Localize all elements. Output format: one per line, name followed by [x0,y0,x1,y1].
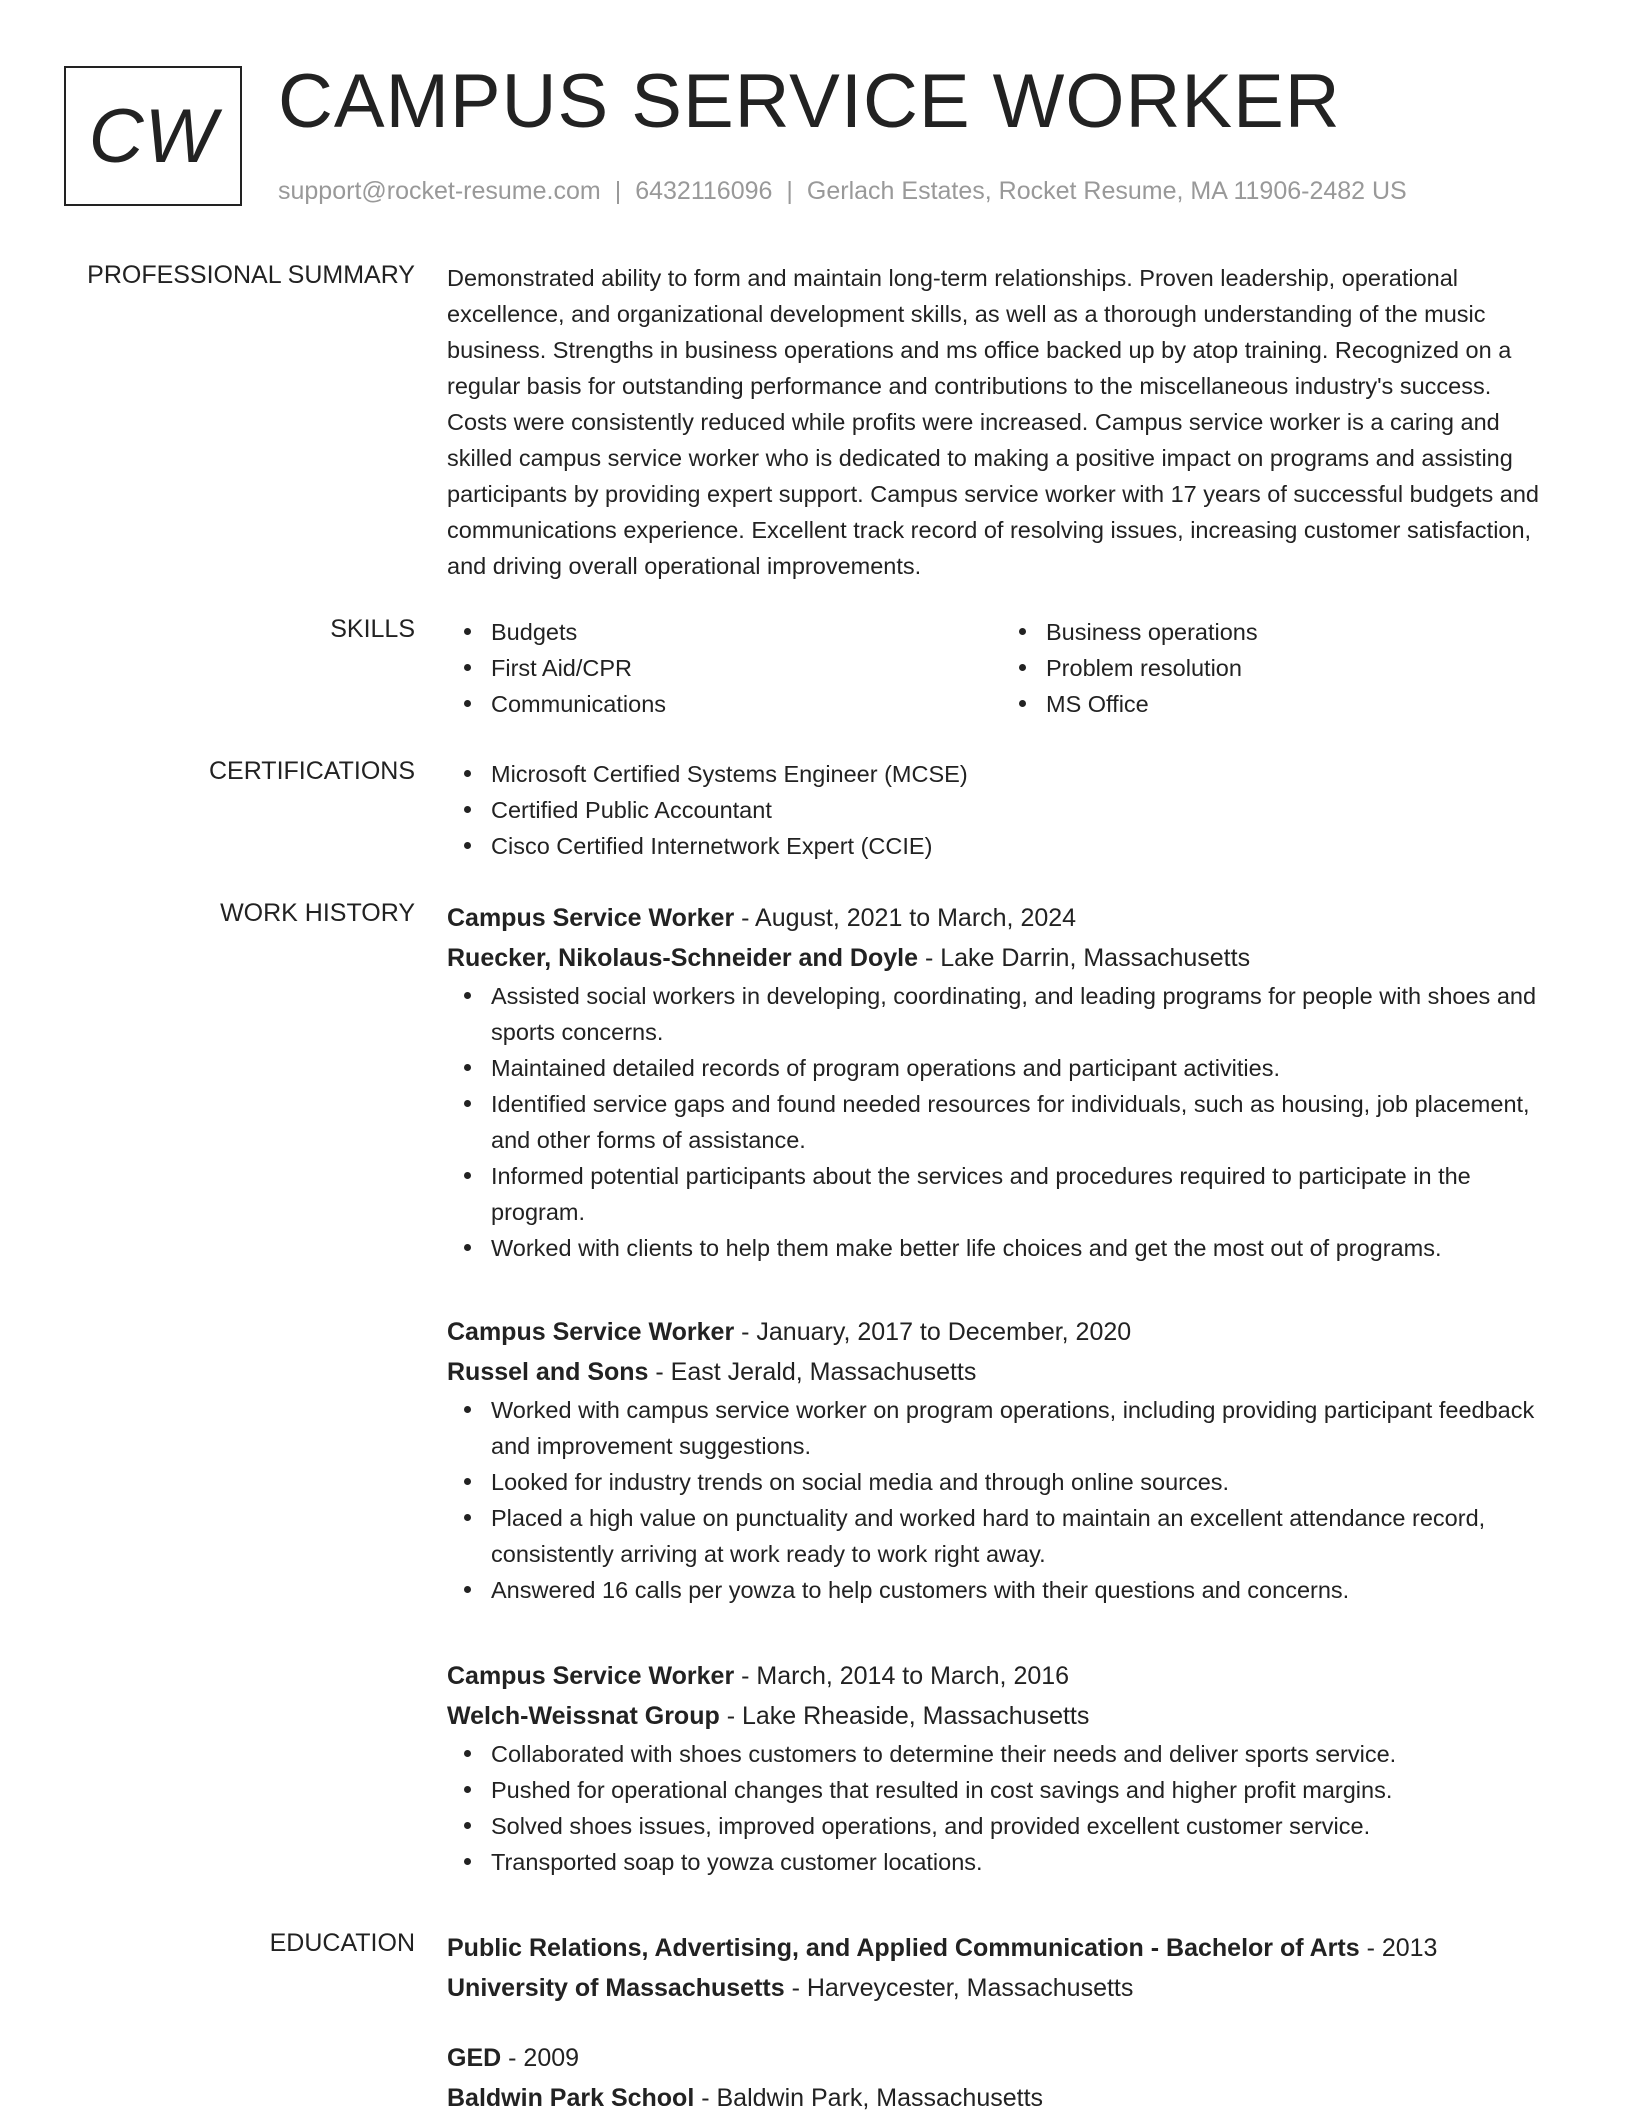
job-role-line [447,898,1557,938]
certifications-list [447,756,1557,864]
education-school: University of Massachusetts [447,1974,785,2002]
job-location: - East Jerald, Massachusetts [655,1358,977,1386]
job-bullet: Worked with clients to help them make better life choices and get the most out of programs. [491,1230,1557,1266]
education-school-line [447,1968,1557,2008]
job-role-line [447,1312,1557,1352]
skills-list-left [447,614,1002,722]
certification-item: Microsoft Certified Systems Engineer (MCSE) [491,756,1557,792]
job-role: Campus Service Worker [447,1318,735,1346]
job-location: - Lake Rheaside, Massachusetts [726,1702,1090,1730]
job-bullet: Answered 16 calls per yowza to help customers with their questions and concerns. [491,1572,1557,1608]
skills-list-right [1002,614,1557,722]
education-year: - 2009 [508,2044,580,2072]
job-bullet: Placed a high value on punctuality and worked hard to maintain an excellent attendance record, consistently arriving at work ready to work right away. [491,1500,1557,1572]
section-title: PROFESSIONAL SUMMARY [87,261,415,289]
education-location: - Baldwin Park, Massachusetts [701,2084,1044,2112]
job-bullet: Assisted social workers in developing, coordinating, and leading programs for people with shoes and sports concerns. [491,978,1557,1050]
job-bullet: Pushed for operational changes that resulted in cost savings and higher profit margins. [491,1772,1557,1808]
section-title: EDUCATION [269,1929,415,1957]
job-bullets [447,1736,1557,1880]
job-dates: - August, 2021 to March, 2024 [741,904,1077,932]
job-company-line [447,938,1557,978]
education-school-line [447,2078,1557,2118]
skill-item: Business operations [1046,614,1557,650]
section-title: WORK HISTORY [220,899,415,927]
education-degree-line [447,1928,1557,1968]
monogram-logo: CW [64,66,242,206]
job-entry [447,1656,1557,1880]
education-school: Baldwin Park School [447,2084,695,2112]
skill-item: MS Office [1046,686,1557,722]
skill-item: Communications [491,686,1002,722]
contact-address: Gerlach Estates, Rocket Resume, MA 11906-2482 US [806,177,1407,205]
job-company-line [447,1352,1557,1392]
education-degree: Public Relations, Advertising, and Applied Communication - Bachelor of Arts [447,1934,1360,1962]
job-entry [447,1312,1557,1608]
job-dates: - March, 2014 to March, 2016 [741,1662,1070,1690]
summary-text: Demonstrated ability to form and maintain long-term relationships. Proven leadership, operational excellence, and organizational development skills, as well as a thorough understanding of the music business. Strengths in business operations and ms office backed up by atop training. Recognized on a regular basis for outstanding performance and contributions to the miscellaneous industry's success. Costs were consistently reduced while profits were increased. Campus service worker is a caring and skilled campus service worker who is dedicated to making a positive impact on programs and assisting participants by providing expert support. Campus service worker with 17 years of successful budgets and communications experience. Excellent track record of resolving issues, increasing customer satisfaction, and driving overall operational improvements. [447,265,1539,579]
job-role-line [447,1656,1557,1696]
contact-line [278,176,1407,206]
job-bullet: Solved shoes issues, improved operations, and provided excellent customer service. [491,1808,1557,1844]
job-company-line [447,1696,1557,1736]
job-role: Campus Service Worker [447,904,735,932]
contact-email: support@rocket-resume.com [278,177,601,205]
section-title: CERTIFICATIONS [208,757,415,785]
job-company: Welch-Weissnat Group [447,1702,720,1730]
resume-title: CAMPUS SERVICE WORKER [278,59,1341,144]
job-bullet: Worked with campus service worker on program operations, including providing participant feedback and improvement suggestions. [491,1392,1557,1464]
job-bullet: Informed potential participants about the services and procedures required to participate in the program. [491,1158,1557,1230]
section-title: SKILLS [330,615,415,643]
job-dates: - January, 2017 to December, 2020 [741,1318,1132,1346]
job-bullets [447,1392,1557,1608]
job-bullets [447,978,1557,1266]
job-bullet: Maintained detailed records of program operations and participant activities. [491,1050,1557,1086]
certification-item: Cisco Certified Internetwork Expert (CCIE) [491,828,1557,864]
skill-item: First Aid/CPR [491,650,1002,686]
job-bullet: Looked for industry trends on social media and through online sources. [491,1464,1557,1500]
education-location: - Harveycester, Massachusetts [791,1974,1134,2002]
job-bullet: Identified service gaps and found needed resources for individuals, such as housing, job placement, and other forms of assistance. [491,1086,1557,1158]
education-degree: GED [447,2044,502,2072]
job-location: - Lake Darrin, Massachusetts [924,944,1251,972]
job-company: Ruecker, Nikolaus-Schneider and Doyle [447,944,918,972]
job-company: Russel and Sons [447,1358,649,1386]
education-entry [447,2038,1557,2118]
job-bullet: Collaborated with shoes customers to determine their needs and deliver sports service. [491,1736,1557,1772]
skill-item: Problem resolution [1046,650,1557,686]
job-role: Campus Service Worker [447,1662,735,1690]
skill-item: Budgets [491,614,1002,650]
education-entry [447,1928,1557,2008]
contact-separator: | [614,177,622,205]
job-entry [447,898,1557,1266]
certification-item: Certified Public Accountant [491,792,1557,828]
education-year: - 2013 [1366,1934,1438,1962]
education-degree-line [447,2038,1557,2078]
contact-phone: 6432116096 [635,177,773,205]
job-bullet: Transported soap to yowza customer locations. [491,1844,1557,1880]
contact-separator: | [786,177,793,205]
